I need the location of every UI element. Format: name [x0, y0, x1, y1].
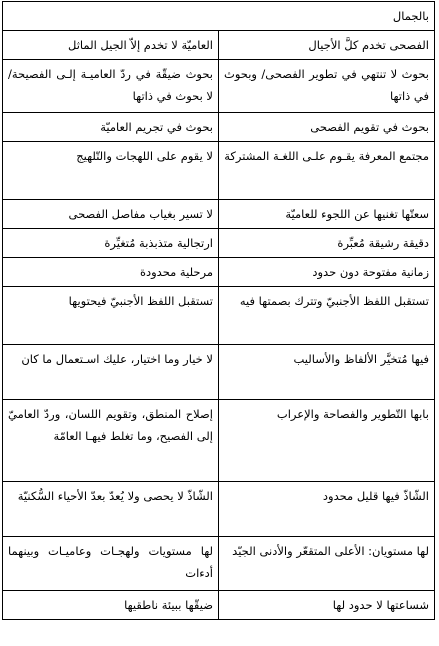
- table-row: [3, 60, 435, 113]
- cell-ammiya: الشّاذّ لا يحصى ولا يُعدّ بعدّ الأحياء السُّكنيّة: [3, 482, 219, 537]
- cell-fusha: بحوث لا تنتهي في تطوير الفصحى/ وبحوث في ذاتها: [219, 60, 435, 113]
- cell-ammiya: العاميّة لا تخدم إلاّ الجيل الماثل: [3, 31, 219, 60]
- cell-ammiya: مرحلية محدودة: [3, 258, 219, 287]
- table-row: [3, 345, 435, 400]
- table-row: [3, 482, 435, 537]
- cell-fusha: فيها مُتخيَّر الألفاظ والأساليب: [219, 345, 435, 400]
- comparison-table: [2, 1, 435, 620]
- cell-fusha: بحوث في تقويم الفصحى: [219, 113, 435, 142]
- table-row: [3, 113, 435, 142]
- cell-fusha: الشّاذّ فيها قليل محدود: [219, 482, 435, 537]
- table-row: [3, 200, 435, 229]
- cell-fusha: شساعتها لا حدود لها: [219, 591, 435, 620]
- table-row: [3, 591, 435, 620]
- cell-fusha: بابها التّطوير والفصاحة والإعراب: [219, 400, 435, 482]
- table-row: [3, 2, 435, 31]
- cell-fusha: دقيقة رشيقة مُعبِّرة: [219, 229, 435, 258]
- cell-ammiya: لا تسير بغياب مفاصل الفصحى: [3, 200, 219, 229]
- cell-ammiya: تستقبل اللفظ الأجنبيّ فيحتويها: [3, 287, 219, 345]
- cell-fusha: مجتمع المعرفة يقـوم علـى اللغـة المشتركة: [219, 142, 435, 200]
- top-cell: بالجمال: [3, 2, 435, 31]
- cell-ammiya: بحوث ضيقّة في ردّ العاميـة إلـى الفصيحة/ لا بحوث في ذاتها: [3, 60, 219, 113]
- table-row: [3, 142, 435, 200]
- cell-fusha: تستقبل اللفظ الأجنبيّ وتترك بصمتها فيه: [219, 287, 435, 345]
- cell-fusha: سعتّها تغنيها عن اللجوء للعاميّة: [219, 200, 435, 229]
- table-row: [3, 537, 435, 591]
- table-row: [3, 400, 435, 482]
- table-row: [3, 31, 435, 60]
- cell-ammiya: إصلاح المنطق، وتقويم اللسان، وردّ العاميّ إلى الفصيح، وما تغلط فيهـا العامّة: [3, 400, 219, 482]
- cell-ammiya: بحوث في تجريم العاميّة: [3, 113, 219, 142]
- cell-ammiya: ارتجالية متذبذبة مُتغيِّرة: [3, 229, 219, 258]
- cell-ammiya: لها مستويات ولهجـات وعاميـات وبينهما أدءات: [3, 537, 219, 591]
- cell-fusha: الفصحى تخدم كلَّ الأجيال: [219, 31, 435, 60]
- cell-fusha: زمانية مفتوحة دون حدود: [219, 258, 435, 287]
- table-row: [3, 287, 435, 345]
- cell-ammiya: لا خيار وما اختيار، عليك اسـتعمال ما كان: [3, 345, 219, 400]
- cell-fusha: لها مستويان: الأعلى المتقعّر والأدنى الجيّد: [219, 537, 435, 591]
- table-row: [3, 258, 435, 287]
- cell-ammiya: لا يقوم على اللهجات والتّلهيج: [3, 142, 219, 200]
- cell-ammiya: ضيقّها ببيئة ناطقيها: [3, 591, 219, 620]
- table-row: [3, 229, 435, 258]
